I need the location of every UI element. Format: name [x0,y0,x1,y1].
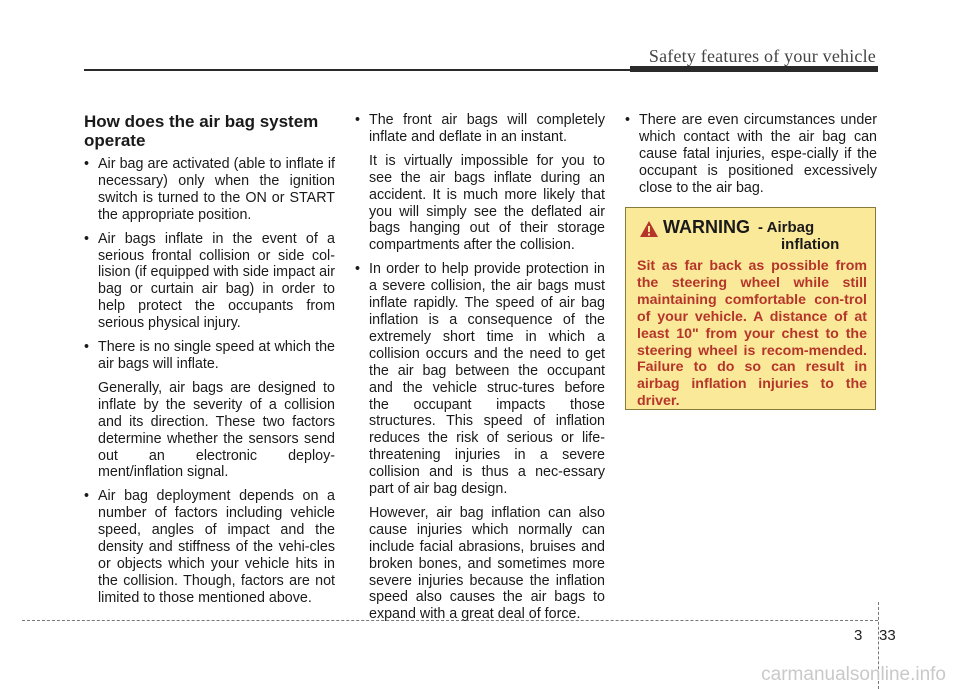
header-bar [630,66,878,72]
page-number: 33 [879,627,896,644]
warning-label: WARNING [663,217,750,237]
column-2 [355,112,605,630]
warning-triangle-icon [639,220,659,238]
bullet-item: • Air bag deployment depends on a number of factors including vehicle speed, angles of impact and the density and stiffness of the vehi-cles or objects which your vehicle hits in the collision. Though, factors are not limited to those mentioned above. [84,488,335,606]
header-rule [84,69,630,71]
warning-box [625,207,876,410]
bullet-item: • The front air bags will completely inflate and deflate in an instant. [355,112,605,146]
paragraph: However, air bag inflation can also cause injuries which normally can include facial abrasions, bruises and broken bones, and sometimes more severe injuries because the inflation speed also causes the air bags to expand with a great deal of force. [369,504,605,623]
warning-subtitle-2: inflation [781,236,840,253]
bullet-item: • There is no single speed at which the air bags will inflate. [84,339,335,373]
watermark: carmanualsonline.info [761,664,946,685]
section-number: 3 [854,627,863,644]
running-header: Safety features of your vehicle [648,46,876,66]
warning-title [639,217,864,256]
bullet-item: • Air bag are activated (able to inflate if necessary) only when the ignition switch is turned to the ON or START the appropriate position. [84,156,335,224]
footer-rule [22,620,878,622]
warning-subtitle: - Airbag [758,219,815,236]
paragraph: Generally, air bags are designed to inflate by the severity of a collision and its direction. These two factors determine whether the sensors send out an electronic deploy-ment/inflation signal. [98,379,335,481]
column-1 [84,112,335,614]
bullet-item: • In order to help provide protection in a severe collision, the air bags must inflate rapidly. The speed of air bag inflation is a consequence of the extremely short time in which a collision occurs and the need to get the air bag between the occupant and the vehicle struc-tures before the occupant impacts those structures. This speed of inflation reduces the risk of serious or life-threatening injuries in a severe collision and is thus a nec-essary part of air bag design. [355,261,605,498]
section-heading: How does the air bag system operate [84,112,319,150]
paragraph: It is virtually impossible for you to see the air bags inflate during an accident. It is much more likely that you will simply see the deflated air bags hanging out of their storage compartments after the collision. [369,152,605,254]
warning-text: Sit as far back as possible from the steering wheel while still maintaining comfortable con-trol of your vehicle. A distance of at least 10" from your chest to the steering wheel is recom-mended. Failure to do so can result in airbag inflation injuries to the driver. [637,258,867,410]
bullet-item: • There are even circumstances under which contact with the air bag can cause fatal injuries, espe-cially if the occupant is positioned excessively close to the air bag. [625,112,877,197]
column-3 [625,112,877,204]
bullet-item: • Air bags inflate in the event of a serious frontal collision or side col-lision (if equipped with side impact air bag or curtain air bag) in order to help protect the occupants from serious physical injury. [84,231,335,332]
